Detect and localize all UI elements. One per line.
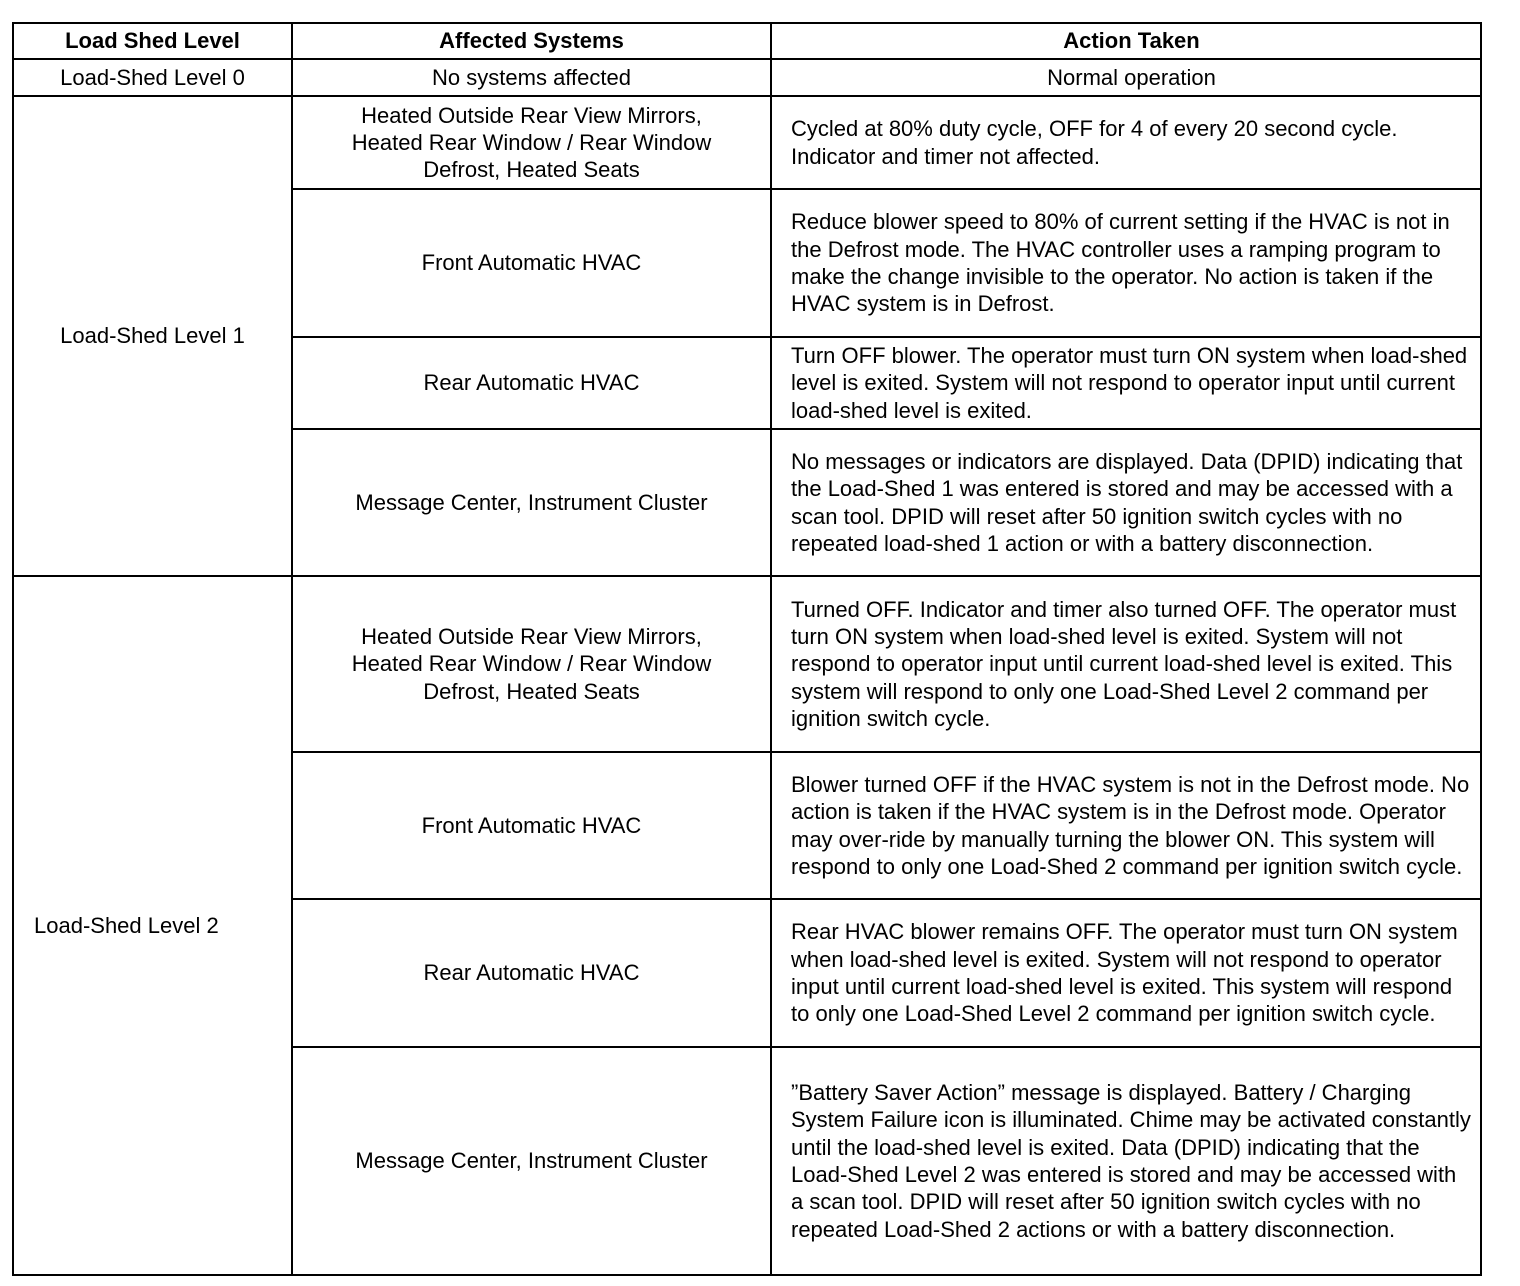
system-cell: Message Center, Instrument Cluster	[292, 1047, 771, 1275]
level-cell: Load-Shed Level 1	[13, 96, 292, 576]
action-cell: Turned OFF. Indicator and timer also turned OFF. The operator must turn ON system when load-shed level is exited. System will not respond to operator input until current load-shed level is exited. This system will respond to only one Load-Shed Level 2 command per ignition switch cycle.	[771, 576, 1481, 752]
load-shed-table	[12, 22, 1482, 1276]
header-load-shed-level: Load Shed Level	[13, 23, 292, 59]
action-cell: No messages or indicators are displayed. Data (DPID) indicating that the Load-Shed 1 was entered is stored and may be accessed with a scan tool. DPID will reset after 50 ignition switch cycles with no repeated load-shed 1 action or with a battery disconnection.	[771, 429, 1481, 576]
action-cell: Blower turned OFF if the HVAC system is not in the Defrost mode. No action is taken if the HVAC system is in the Defrost mode. Operator may over-ride by manually turning the blower ON. This system will respond to only one Load-Shed 2 command per ignition switch cycle.	[771, 752, 1481, 899]
action-cell: ”Battery Saver Action” message is displayed. Battery / Charging System Failure icon is illuminated. Chime may be activated constantly until the load-shed level is exited. Data (DPID) indicating that the Load-Shed Level 2 was entered is stored and may be accessed with a scan tool. DPID will reset after 50 ignition switch cycles with no repeated Load-Shed 2 actions or with a battery disconnection.	[771, 1047, 1481, 1275]
system-cell: Heated Outside Rear View Mirrors, Heated Rear Window / Rear Window Defrost, Heated Seats	[292, 96, 771, 189]
action-cell: Rear HVAC blower remains OFF. The operator must turn ON system when load-shed level is exited. System will not respond to operator input until current load-shed level is exited. This system will respond to only one Load-Shed Level 2 command per ignition switch cycle.	[771, 899, 1481, 1047]
level-cell: Load-Shed Level 2	[13, 576, 292, 1275]
system-cell: Front Automatic HVAC	[292, 752, 771, 899]
system-cell: Front Automatic HVAC	[292, 189, 771, 337]
system-cell: Rear Automatic HVAC	[292, 899, 771, 1047]
table-row	[13, 96, 1481, 189]
header-row	[13, 23, 1481, 59]
action-cell: Cycled at 80% duty cycle, OFF for 4 of every 20 second cycle. Indicator and timer not affected.	[771, 96, 1481, 189]
action-cell: Turn OFF blower. The operator must turn ON system when load-shed level is exited. System will not respond to operator input until current load-shed level is exited.	[771, 337, 1481, 429]
header-action-taken: Action Taken	[771, 23, 1481, 59]
table-row	[13, 576, 1481, 752]
system-cell: Heated Outside Rear View Mirrors, Heated Rear Window / Rear Window Defrost, Heated Seats	[292, 576, 771, 752]
header-affected-systems: Affected Systems	[292, 23, 771, 59]
system-cell: Message Center, Instrument Cluster	[292, 429, 771, 576]
level-cell: Load-Shed Level 0	[13, 59, 292, 96]
system-cell: No systems affected	[292, 59, 771, 96]
action-cell: Reduce blower speed to 80% of current setting if the HVAC is not in the Defrost mode. The HVAC controller uses a ramping program to make the change invisible to the operator. No action is taken if the HVAC system is in Defrost.	[771, 189, 1481, 337]
action-cell: Normal operation	[771, 59, 1481, 96]
table-row	[13, 59, 1481, 96]
system-cell: Rear Automatic HVAC	[292, 337, 771, 429]
